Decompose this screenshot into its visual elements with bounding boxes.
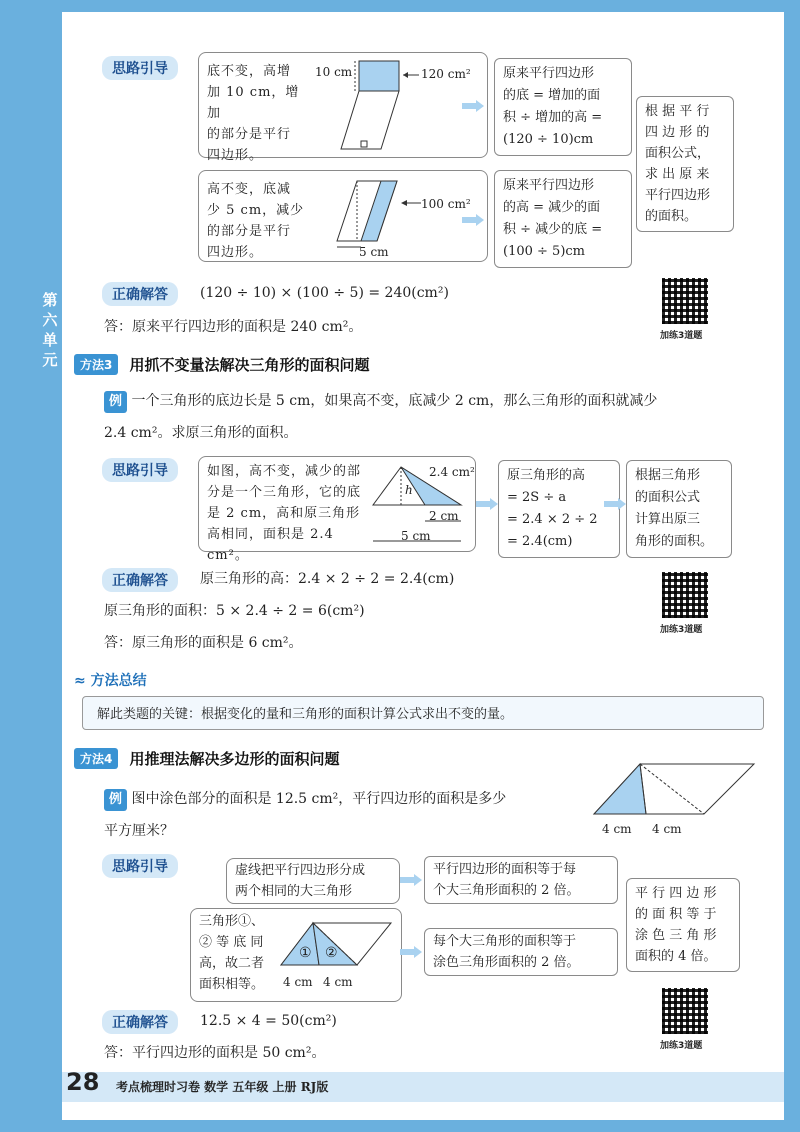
arrow-right-icon [400, 946, 422, 958]
arrow-right-icon [476, 498, 498, 510]
fig-right-4cm: 4 cm [652, 822, 682, 836]
area-120: 120 cm² [421, 67, 471, 81]
dim-10cm: 10 cm [315, 65, 353, 79]
arrow-right-icon [604, 498, 626, 510]
answer-conclusion: 答：平行四边形的面积是 50 cm²。 [104, 1045, 326, 1061]
dim-5cm: 5 cm [359, 245, 389, 259]
example-badge: 例 [104, 391, 127, 413]
wave-icon: ≈ [74, 673, 86, 689]
fig-area-2.4: 2.4 cm² [429, 465, 475, 479]
footer [62, 1068, 784, 1102]
answer-expression: (120 ÷ 10) × (100 ÷ 5) = 240(cm²) [200, 285, 449, 301]
fig-4cm-b: 4 cm [323, 975, 353, 989]
method3-tag: 方法3 [74, 354, 118, 375]
page [62, 12, 784, 1120]
answer-label: 正确解答 [102, 1010, 178, 1034]
example-line-2: 平方厘米？ [104, 823, 174, 839]
summary-heading: ≈ 方法总结 [74, 673, 147, 689]
guide-box-top: 虚线把平行四边形分成 两个相同的大三角形 [226, 858, 400, 904]
qr-label: 加练3道题 [660, 625, 703, 635]
right-box-4: 平 行 四 边 形 的 面 积 等 于 涂 色 三 角 形 面积的 4 倍。 [626, 878, 740, 972]
thinking-guide-label: 思路引导 [102, 458, 178, 482]
fig-4cm-a: 4 cm [283, 975, 313, 989]
mid-box-top: 平行四边形的面积等于每 个大三角形面积的 2 倍。 [424, 856, 618, 904]
triangle-2-label: ② [325, 945, 338, 961]
answer-line-1: 原三角形的高：2.4 × 2 ÷ 2 = 2.4(cm) [200, 571, 455, 587]
qr-code-icon[interactable] [662, 988, 708, 1034]
answer-line-2: 原三角形的面积：5 × 2.4 ÷ 2 = 6(cm²) [104, 603, 365, 619]
guide-box-1-text: 底不变，高增 加 10 cm，增加 的部分是平行 四边形。 [207, 64, 300, 163]
arrow-right-icon [462, 214, 484, 226]
guide-box-3: 如图，高不变，减少的部 分是一个三角形，它的底 是 2 cm，高和原三角形 高相同，面积是 2.4 cm²。 2.4 cm² h 2 cm 5 cm [198, 456, 476, 552]
unit-label: 第六单元 [42, 291, 58, 369]
qr-code-icon[interactable] [662, 572, 708, 618]
mid-box-1: 原来平行四边形 的底 = 增加的面 积 ÷ 增加的高 = (120 ÷ 10)cm [494, 58, 632, 156]
mid-box-3: 原三角形的高 = 2S ÷ a = 2.4 × 2 ÷ 2 = 2.4(cm) [498, 460, 620, 558]
method3-header [74, 354, 369, 376]
method4-tag: 方法4 [74, 748, 118, 769]
method4-header [74, 748, 339, 770]
parallelogram-base-figure [311, 175, 481, 259]
answer-conclusion: 答：原来平行四边形的面积是 240 cm²。 [104, 319, 363, 335]
right-box-1: 根 据 平 行 四 边 形 的 面积公式， 求 出 原 来 平行四边形 的面积。 [636, 96, 734, 232]
fig-left-4cm: 4 cm [602, 822, 632, 836]
arrow-right-icon [400, 874, 422, 886]
mid-box-2: 原来平行四边形 的高 = 减少的面 积 ÷ 减少的底 = (100 ÷ 5)cm [494, 170, 632, 268]
example-line-1: 例 一个三角形的底边长是 5 cm，如果高不变，底减少 2 cm，那么三角形的面积就减少 [104, 390, 764, 413]
answer-expression: 12.5 × 4 = 50(cm²) [200, 1013, 337, 1029]
area-100: 100 cm² [421, 197, 471, 211]
mid-box-bottom: 每个大三角形的面积等于 涂色三角形面积的 2 倍。 [424, 928, 618, 976]
unit-side-tab [0, 282, 62, 372]
qr-label: 加练3道题 [660, 1041, 703, 1051]
example-badge: 例 [104, 789, 127, 811]
thinking-guide-label: 思路引导 [102, 56, 178, 80]
fig-2cm: 2 cm [429, 509, 459, 523]
parallelogram-split-figure [279, 913, 397, 977]
arrow-right-icon [462, 100, 484, 112]
answer-label: 正确解答 [102, 568, 178, 592]
guide-box-2 [198, 170, 488, 262]
qr-code-icon[interactable] [662, 278, 708, 324]
fig-height-h: h [405, 483, 413, 497]
answer-label: 正确解答 [102, 282, 178, 306]
answer-conclusion: 答：原三角形的面积是 6 cm²。 [104, 635, 303, 651]
thinking-guide-label: 思路引导 [102, 854, 178, 878]
qr-label: 加练3道题 [660, 331, 703, 341]
method3-title: 用抓不变量法解决三角形的面积问题 [129, 356, 370, 374]
guide-box-2-text: 高不变，底减 少 5 cm，减少 的部分是平行 四边形。 [207, 182, 305, 260]
example-line-1: 例 图中涂色部分的面积是 12.5 cm²，平行四边形的面积是多少 [104, 788, 584, 811]
page-number: 28 [66, 1068, 100, 1096]
parallelogram-example-figure [590, 760, 760, 820]
method4-title: 用推理法解决多边形的面积问题 [129, 750, 340, 768]
summary-text: 解此类题的关键：根据变化的量和三角形的面积计算公式求出不变的量。 [97, 707, 514, 722]
summary-box [82, 696, 764, 730]
guide-box-left: 三角形①、 ② 等 底 同 高，故二者 面积相等。 ① ② 4 cm 4 cm [190, 908, 402, 1002]
triangle-1-label: ① [299, 945, 312, 961]
right-box-3: 根据三角形 的面积公式 计算出原三 角形的面积。 [626, 460, 732, 558]
footer-text: 考点梳理时习卷 数学 五年级 上册 RJ版 [116, 1080, 329, 1094]
guide-box-1 [198, 52, 488, 163]
fig-5cm: 5 cm [401, 529, 431, 543]
example-line-2: 2.4 cm²。求原三角形的面积。 [104, 425, 298, 441]
